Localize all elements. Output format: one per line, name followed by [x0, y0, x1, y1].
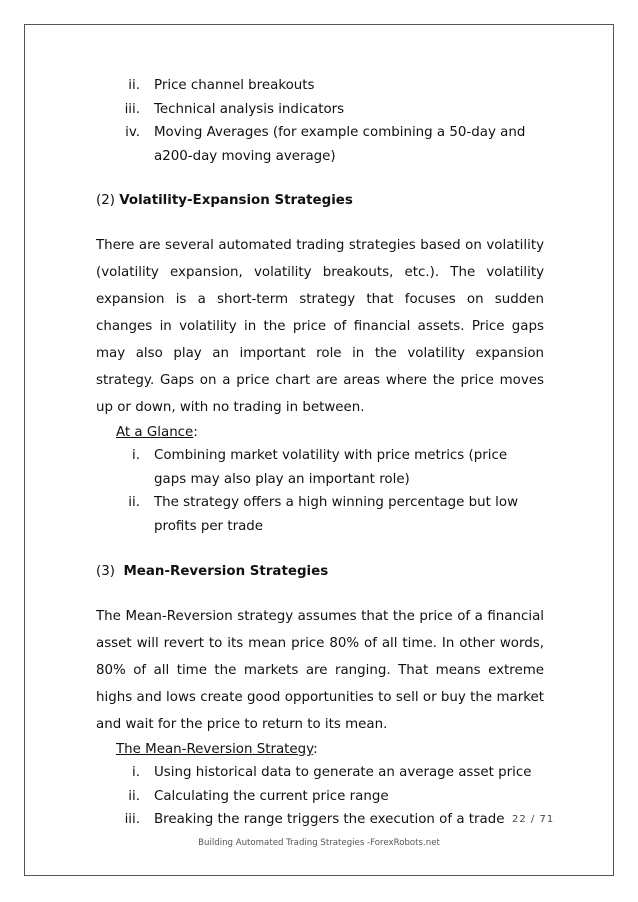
section-title: Mean-Reversion Strategies [123, 564, 329, 579]
list-item [96, 444, 544, 491]
paragraph-mean-reversion: The Mean-Reversion strategy assumes that the price of a financial asset will revert to its mean price 80% of all time. In other words, 80% of all time the markets are ranging. That means extreme highs and lows create good opportunities to sell or buy the market and wait for the price to return to its mean. [96, 609, 544, 732]
list-number: i. [132, 765, 140, 780]
list-number: ii. [128, 78, 140, 93]
list-number: ii. [128, 788, 140, 804]
list-item [96, 98, 544, 122]
footer-text: Building Automated Trading Strategies -ForexRobots.net [198, 838, 440, 848]
list-item [96, 761, 544, 785]
page-content [96, 74, 544, 832]
list-moving-strategies [96, 74, 544, 168]
list-item [96, 808, 544, 832]
list-text: Calculating the current price range [154, 788, 389, 804]
list-text: Using historical data to generate an average asset price [154, 765, 532, 780]
section-number: (2) [96, 193, 115, 208]
mean-reversion-strategy-text: The Mean-Reversion Strategy [116, 742, 314, 757]
list-volatility-glance [96, 444, 544, 538]
list-number: iii. [124, 812, 140, 827]
list-item [96, 121, 544, 168]
section-title: Volatility-Expansion Strategies [119, 193, 353, 208]
mean-reversion-strategy-label [116, 738, 544, 761]
section-heading-volatility [96, 189, 544, 212]
colon: : [313, 742, 318, 757]
list-number: i. [132, 448, 140, 463]
list-number: ii. [128, 495, 140, 510]
list-item [96, 491, 544, 538]
list-mean-reversion [96, 761, 544, 832]
page-number: 22 / 71 [512, 814, 555, 825]
list-text: Price channel breakouts [154, 78, 315, 93]
list-text: Breaking the range triggers the execution of a trade [154, 812, 505, 827]
at-a-glance-label [116, 421, 544, 444]
list-text: Moving Averages (for example combining a 50-day and a200-day moving average) [154, 125, 526, 164]
list-number: iii. [124, 101, 140, 117]
at-a-glance-link-text: At a Glance [116, 425, 194, 440]
list-text: Combining market volatility with price metrics (price gaps may also play an important role) [154, 448, 508, 487]
list-text: Technical analysis indicators [154, 101, 345, 117]
section-number: (3) [96, 564, 115, 579]
section-heading-mean-reversion [96, 560, 544, 583]
paragraph-volatility: There are several automated trading strategies based on volatility (volatility expansion, volatility breakouts, etc.). The volatility expansion is a short-term strategy that focuses on sudden changes in volatility in the price of financial assets. Price gaps may also play an important role in the volatility expansion strategy. Gaps on a price chart are areas where the price moves up or down, with no trading in between. [96, 238, 544, 415]
list-item [96, 785, 544, 809]
list-item [96, 74, 544, 98]
list-number: iv. [125, 125, 140, 140]
list-text: The strategy offers a high winning percentage but low profits per trade [154, 495, 519, 534]
colon: : [193, 425, 198, 440]
